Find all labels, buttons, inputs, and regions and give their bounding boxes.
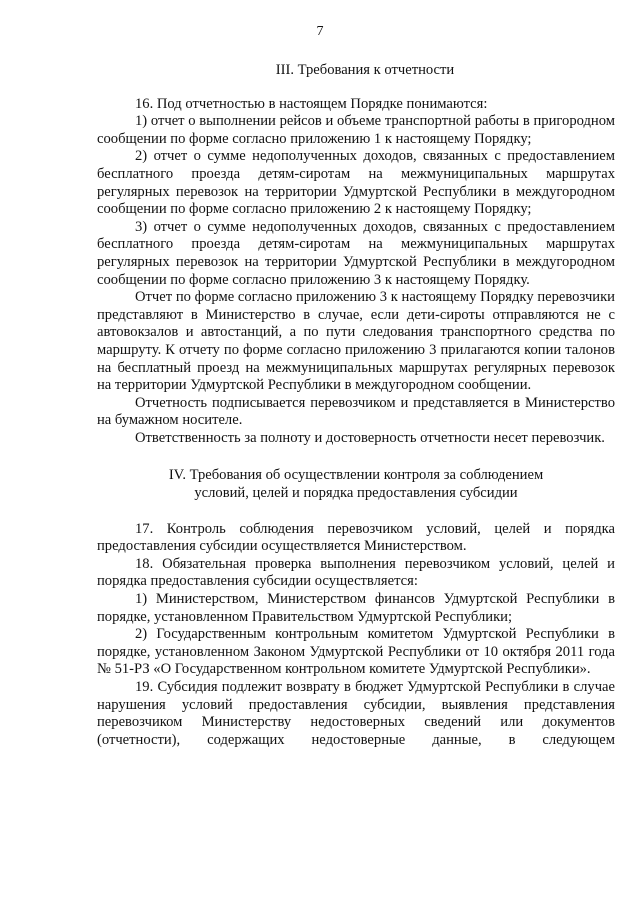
- paragraph-19: 19. Субсидия подлежит возврату в бюджет Удмуртской Республики в случае нарушения условий предоставления субсидии, выявления представления перевозчиком Министерству недостоверных сведений или документов (отчетности), содержащих недостоверные данные, в следующем: [97, 679, 615, 748]
- paragraph-18: 18. Обязательная проверка выполнения перевозчиком условий, целей и порядка предоставления субсидии осуществляется:: [97, 555, 615, 590]
- document-body: [97, 62, 615, 749]
- page-number: 7: [316, 24, 324, 39]
- paragraph-16: 16. Под отчетностью в настоящем Порядке понимаются:: [135, 95, 488, 112]
- section-4-heading-line-1: IV. Требования об осуществлении контроля за соблюдением: [168, 467, 544, 484]
- paragraph-16-item-2: 2) отчет о сумме недополученных доходов, связанных с предоставлением бесплатного проезда детям-сиротам на межмуниципальных маршрутах регулярных перевозок на территории Удмуртской Республики в междугородном сообщении по форме согласно приложению 2 к настоящему Порядку;: [97, 148, 615, 218]
- section-4-heading: [97, 467, 615, 502]
- paragraph-16-item-3: 3) отчет о сумме недополученных доходов, связанных с предоставлением бесплатного проезда детям-сиротам на межмуниципальных маршрутах регулярных перевозок на территории Удмуртской Республики в междугородном сообщении по форме согласно приложению 3 к настоящему Порядку.: [97, 218, 615, 288]
- section-3-heading: III. Требования к отчетности: [275, 62, 455, 78]
- section-4-heading-line-2: условий, целей и порядка предоставления субсидии: [194, 485, 518, 502]
- paragraph-reporting-signing: Отчетность подписывается перевозчиком и представляется в Министерство на бумажном носителе.: [97, 394, 615, 429]
- paragraph-reporting-responsibility: Ответственность за полноту и достоверность отчетности несет перевозчик.: [135, 429, 605, 446]
- paragraph-16-item-1: 1) отчет о выполнении рейсов и объеме транспортной работы в пригородном сообщении по форме согласно приложению 1 к настоящему Порядку;: [97, 113, 615, 147]
- paragraph-18-item-1: 1) Министерством, Министерством финансов Удмуртской Республики в порядке, установленном Правительством Удмуртской Республики;: [97, 591, 615, 625]
- paragraph-18-item-2: 2) Государственным контрольным комитетом Удмуртской Республики в порядке, установленном Законом Удмуртской Республики от 10 октября 2011 года № 51-РЗ «О Государственном контрольном комитете Удмуртской Республики».: [97, 626, 615, 678]
- paragraph-report-form-3: Отчет по форме согласно приложению 3 к настоящему Порядку перевозчики представляют в Министерство в случае, если дети-сироты отправляются не с автовокзалов и автостанций, а по пути следования транспортного средства по маршруту. К отчету по форме согласно приложению 3 прилагаются копии талонов на бесплатный проезд на межмуниципальных маршрутах регулярных перевозок на территории Удмуртской Республики в междугородном сообщении.: [97, 289, 615, 394]
- paragraph-17: 17. Контроль соблюдения перевозчиком условий, целей и порядка предоставления субсидии осуществляется Министерством.: [97, 520, 615, 555]
